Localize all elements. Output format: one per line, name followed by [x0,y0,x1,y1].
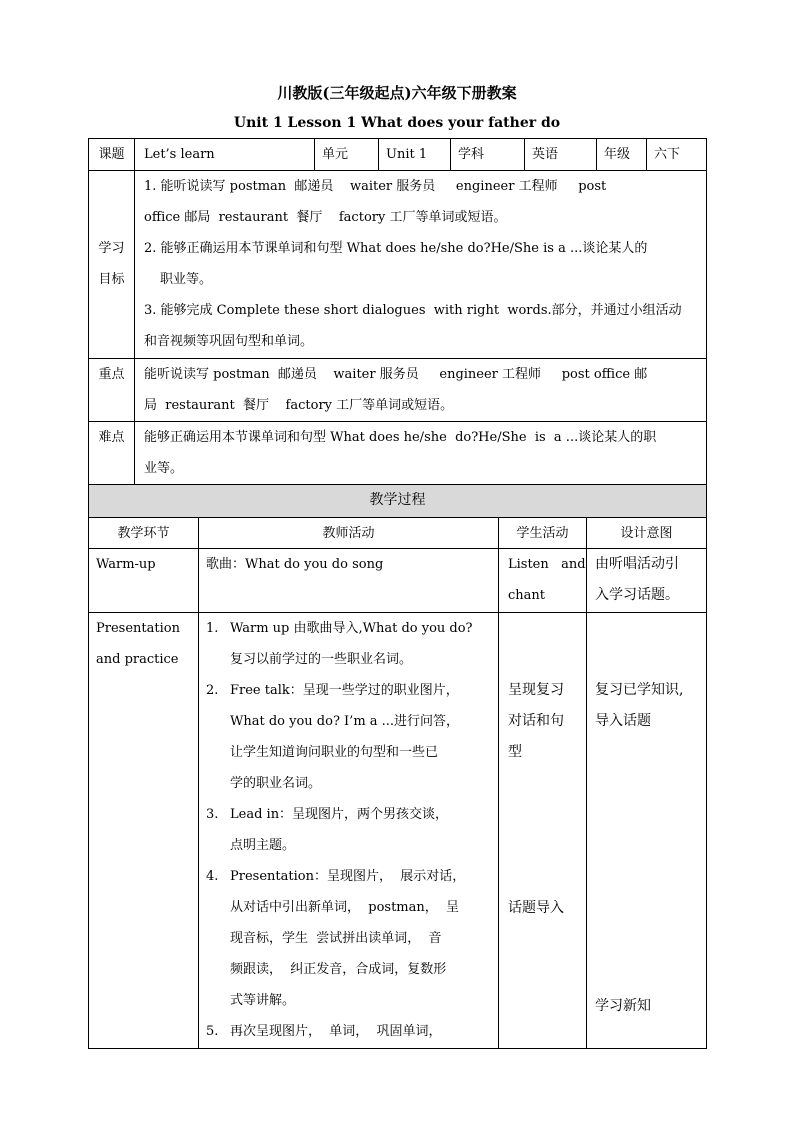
lesson-subtitle: Unit 1 Lesson 1 What does your father do [233,115,561,131]
goals-content [144,171,702,357]
key-points-content [144,359,702,421]
table-border [524,138,525,170]
goal-line: 1. 能听说读写 postman 邮递员 waiter 服务员 engineer 工程师 post [144,179,607,194]
key-points-label: 重点 [98,367,125,382]
key-point-line: 能听说读写 postman 邮递员 waiter 服务员 engineer 工程师 post office 邮 [144,367,648,382]
col-header-student: 学生活动 [516,526,569,541]
table-border [498,517,499,1049]
presentation-student-review: 呈现复习 对话和句 型 [508,682,564,760]
topic-label: 课题 [98,147,125,162]
presentation-student-topic: 话题导入 [508,900,564,916]
goal-line: office 邮局 restaurant 餐厅 factory 工厂等单词或短语。 [144,210,507,225]
table-border [88,1048,707,1049]
table-border [198,517,199,1049]
difficulty-line: 能够正确运用本节课单词和句型 What does he/she do?He/She is a ...谈论某人的职 [144,430,657,445]
document-title: 川教版(三年级起点)六年级下册教案 [277,84,517,102]
goals-label: 学习目标 [98,241,125,287]
unit-label: 单元 [322,147,349,162]
table-border [706,138,707,1049]
teacher-step: 1. Warm up 由歌曲导入,What do you do? 复习以前学过的一些职业名词。 [206,621,473,667]
presentation-teacher [206,613,496,1047]
teacher-step: 4. Presentation：呈现图片， 展示对话， 从对话中引出新单词， postman， 呈 现音标，学生 尝试拼出读单词， 音 频跟读， 纠正发音，合成词，复数形 式等讲解。 [206,869,466,1008]
table-border [586,517,587,1049]
col-header-teacher: 教师活动 [322,526,375,541]
key-point-line: 局 restaurant 餐厅 factory 工厂等单词或短语。 [144,398,454,413]
goal-line: 2. 能够正确运用本节课单词和句型 What does he/she do?He/She is a ...谈论某人的 [144,241,648,256]
difficulty-line: 业等。 [144,461,184,476]
table-border [646,138,647,170]
col-header-intent: 设计意图 [620,526,673,541]
difficulties-content [144,422,702,484]
presentation-stage: Presentation and practice [96,621,180,667]
goal-line: 和音视频等巩固句型和单词。 [144,334,314,349]
unit-value: Unit 1 [386,147,428,162]
teacher-step: 3. Lead in：呈现图片，两个男孩交谈， 点明主题。 [206,807,449,853]
goal-line: 3. 能够完成 Complete these short dialogues with right words.部分，并通过小组活动 [144,303,682,318]
warmup-intent: 由听唱活动引 入学习话题。 [595,556,679,603]
presentation-intent-new: 学习新知 [595,998,651,1014]
warmup-teacher: 歌曲：What do you do song [206,557,384,572]
process-header: 教学过程 [369,492,426,508]
warmup-stage: Warm-up [96,557,156,572]
table-border [596,138,597,170]
col-header-stage: 教学环节 [117,526,170,541]
goal-line: 职业等。 [160,272,213,287]
teacher-step: 2. Free talk：呈现一些学过的职业图片， What do you do? I’m a ...进行问答， 让学生知道询问职业的句型和一些已 学的职业名词。 [206,683,460,791]
table-border [134,138,135,485]
grade-label: 年级 [604,147,631,162]
subject-value: 英语 [532,147,559,162]
presentation-intent-review: 复习已学知识, 导入话题 [595,682,684,729]
warmup-student: Listen and chant [508,557,586,603]
topic-value: Let’s learn [144,147,215,162]
difficulties-label: 难点 [98,430,125,445]
grade-value: 六下 [654,147,681,162]
table-border [378,138,379,170]
table-border [314,138,315,170]
subject-label: 学科 [458,147,485,162]
teacher-step: 5. 再次呈现图片， 单词， 巩固单词， [206,1024,442,1039]
table-border [450,138,451,170]
